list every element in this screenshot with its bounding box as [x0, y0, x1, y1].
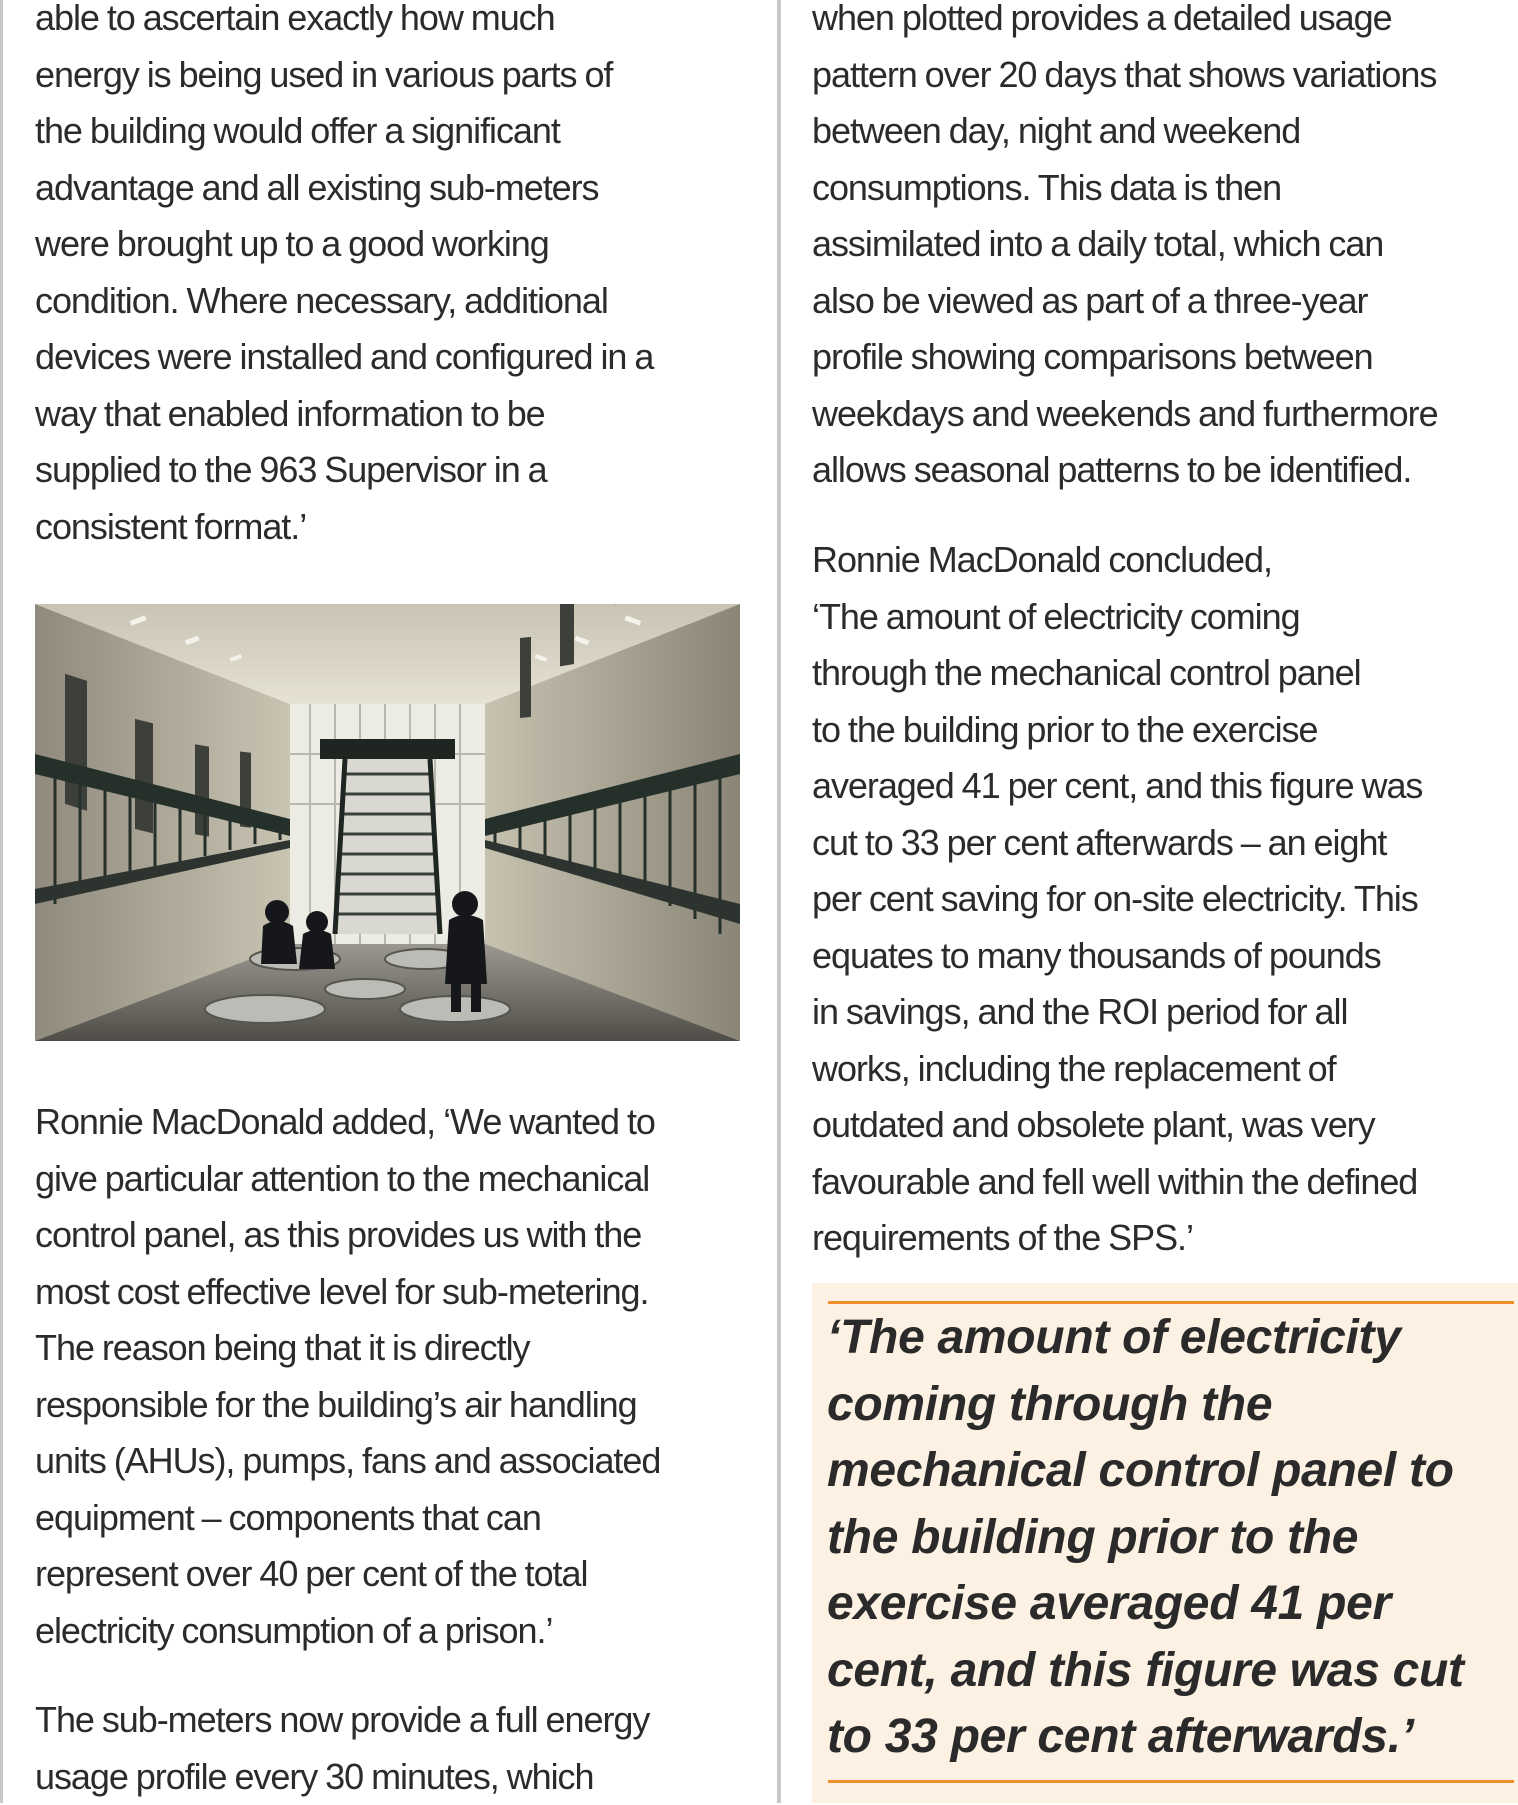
- body-paragraph: able to ascertain exactly how much energy is being used in various parts of the building would offer a significant advantage and all existing sub-meters were brought up to a good working condition. Where necessary, additional devices were installed and configured in a way that enabled information to be supplied to the 963 Supervisor in a consistent format.’: [35, 0, 755, 555]
- pull-quote-bottom-rule: [828, 1780, 1514, 1783]
- column-divider: [777, 0, 781, 1803]
- page-edge: [0, 0, 3, 1803]
- body-paragraph: The sub-meters now provide a full energy usage profile every 30 minutes, which: [35, 1692, 755, 1805]
- pull-quote-top-rule: [828, 1301, 1514, 1304]
- body-paragraph: Ronnie MacDonald added, ‘We wanted to give particular attention to the mechanical control panel, as this provides us with the most cost effective level for sub-metering. The reason being that it is directly responsible for the building’s air handling units (AHUs), pumps, fans and associated equipment – components that can represent over 40 per cent of the total electricity consumption of a prison.’: [35, 1094, 755, 1659]
- pull-quote-text: ‘The amount of electricity coming through the mechanical control panel to the building prior to the exercise averaged 41 per cent, and this figure was cut to 33 per cent afterwards.’: [827, 1305, 1517, 1771]
- body-paragraph: when plotted provides a detailed usage pattern over 20 days that shows variations between day, night and weekend consumptions. This data is then assimilated into a daily total, which can also be viewed as part of a three-year profile showing comparisons between weekdays and weekends and furthermore allows seasonal patterns to be identified.: [812, 0, 1512, 499]
- prison-wing-photo: [35, 604, 740, 1041]
- body-paragraph: Ronnie MacDonald concluded, ‘The amount of electricity coming through the mechanical control panel to the building prior to the exercise averaged 41 per cent, and this figure was cut to 33 per cent afterwards – an eight per cent saving for on-site electricity. This equates to many thousands of pounds in savings, and the ROI period for all works, including the replacement of outdated and obsolete plant, was very favourable and fell well within the defined requirements of the SPS.’: [812, 532, 1512, 1267]
- pull-quote-box: [812, 1283, 1518, 1803]
